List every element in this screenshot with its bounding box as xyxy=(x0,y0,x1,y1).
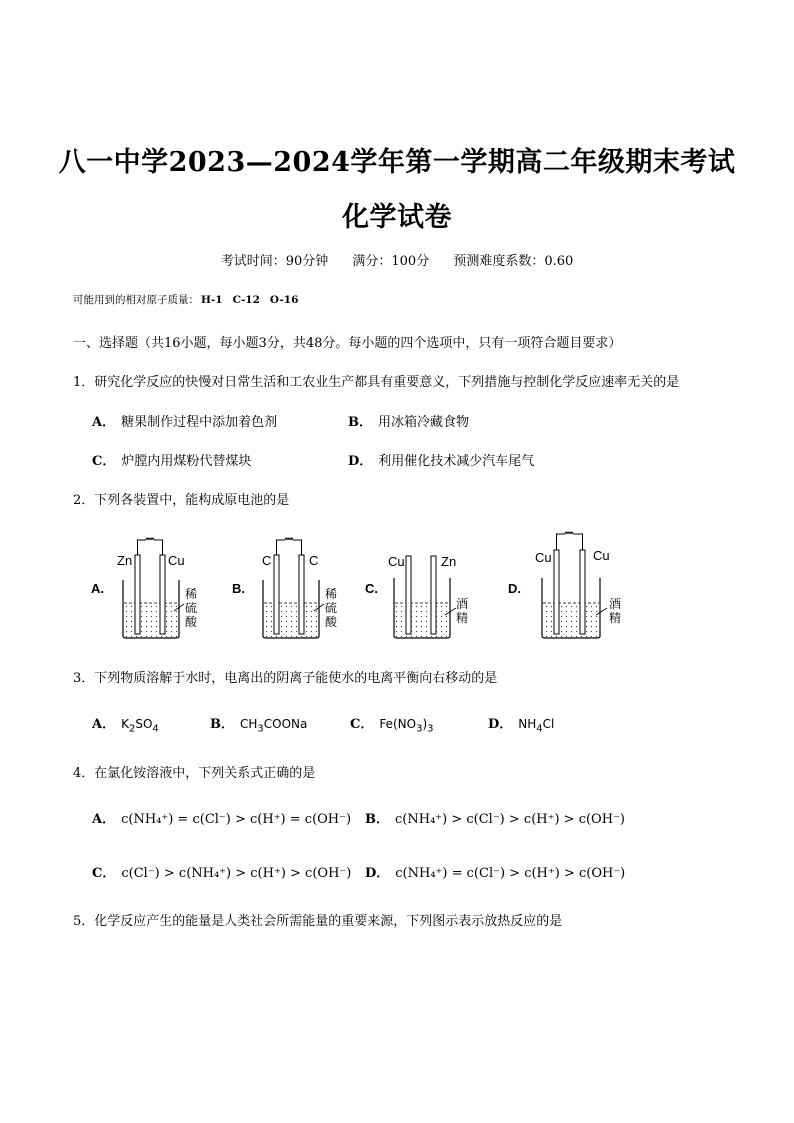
q4-d-label: D． xyxy=(365,866,390,881)
q3-a-part3: SO xyxy=(135,717,153,731)
q5-stem: 5．化学反应产生的能量是人类社会所需能量的重要来源，下列图示表示放热反应的是 xyxy=(73,914,563,929)
q2-b-solution-3: 酸 xyxy=(325,615,338,629)
exam-meta xyxy=(0,250,794,269)
q2-d-solution-2: 精 xyxy=(609,611,622,625)
atomic-masses-label: 可能用到的相对原子质量： xyxy=(73,294,199,306)
q3-a-part1: K xyxy=(121,717,129,731)
q3-option-a xyxy=(92,713,159,734)
q4-option-b xyxy=(365,808,625,827)
q3-c-part3: 3 xyxy=(416,723,423,735)
q3-a-part4: 4 xyxy=(152,723,159,735)
q3-option-c xyxy=(350,713,434,734)
exam-score: 满分：100分 xyxy=(352,254,430,269)
q2-diagrams xyxy=(0,520,794,650)
mass-c: C-12 xyxy=(232,294,260,306)
q3-d-label: D． xyxy=(488,717,513,732)
q4-c-expression: c(Cl⁻) > c(NH₄⁺) > c(H⁺) > c(OH⁻) xyxy=(121,866,352,881)
q3-b-part1: CH xyxy=(240,717,258,731)
q3-c-formula xyxy=(379,717,434,735)
q2-a-solution-3: 酸 xyxy=(185,615,198,629)
q1-d-text: 利用催化技术减少汽车尾气 xyxy=(378,454,535,469)
section-header: 一、选择题（共16小题，每小题3分，共48分。每小题的四个选项中，只有一项符合题目要求） xyxy=(73,336,622,351)
q3-b-part2: 3 xyxy=(257,723,264,735)
q4-b-expression: c(NH₄⁺) > c(Cl⁻) > c(H⁺) > c(OH⁻) xyxy=(395,812,625,827)
q3-a-formula xyxy=(121,717,159,735)
q4-option-c xyxy=(92,862,351,881)
q1-option-a xyxy=(92,411,277,430)
q3-b-label: B． xyxy=(210,717,234,732)
q1-stem: 1．研究化学反应的快慢对日常生活和工农业生产都具有重要意义，下列措施与控制化学反应速率无关的是 xyxy=(73,375,680,390)
q4-option-a xyxy=(92,808,351,827)
q2-a-solution-1: 稀 xyxy=(185,587,198,601)
q2-a-label: A. xyxy=(91,581,104,596)
q2-c-solution-1: 酒 xyxy=(456,597,469,611)
q3-c-part5: 3 xyxy=(427,723,434,735)
q1-option-d xyxy=(348,450,534,469)
q2-d-solution-1: 酒 xyxy=(609,597,622,611)
q2-d-label: D. xyxy=(508,581,521,596)
q3-d-formula xyxy=(518,717,555,735)
q4-stem: 4．在氯化铵溶液中，下列关系式正确的是 xyxy=(73,766,316,781)
q4-d-expression: c(NH₄⁺) = c(Cl⁻) > c(H⁺) > c(OH⁻) xyxy=(395,866,626,881)
q3-d-part1: NH xyxy=(518,717,537,731)
q2-c-solution-2: 精 xyxy=(456,611,469,625)
mass-o: O-16 xyxy=(269,294,299,306)
q1-option-c xyxy=(92,450,251,469)
q3-c-label: C． xyxy=(350,717,374,732)
q2-b-solution-2: 硫 xyxy=(325,601,338,615)
q1-c-label: C． xyxy=(92,454,116,469)
q1-d-label: D． xyxy=(348,454,373,469)
q1-b-text: 用冰箱冷藏食物 xyxy=(378,415,470,430)
q2-c-label: C. xyxy=(365,581,378,596)
q3-option-b xyxy=(210,713,307,734)
q3-c-part1: Fe xyxy=(379,717,393,731)
q1-a-text: 糖果制作过程中添加着色剂 xyxy=(121,415,278,430)
q2-d-left-electrode: Cu xyxy=(535,550,552,565)
q4-a-label: A． xyxy=(92,812,116,827)
q4-b-label: B． xyxy=(365,812,389,827)
q2-a-left-electrode: Zn xyxy=(117,553,133,568)
q2-a-solution-2: 硫 xyxy=(185,601,198,615)
q3-c-part4: ) xyxy=(422,717,428,731)
q2-b-label: B. xyxy=(232,581,245,596)
q2-a-right-electrode: Cu xyxy=(168,553,185,568)
q2-b-right-electrode: C xyxy=(309,553,319,568)
q4-option-d xyxy=(365,862,625,881)
q1-option-b xyxy=(348,411,469,430)
q3-stem: 3．下列物质溶解于水时，电离出的阴离子能使水的电离平衡向右移动的是 xyxy=(73,671,498,686)
q3-c-part2: (NO xyxy=(393,717,417,731)
q4-a-expression: c(NH₄⁺) = c(Cl⁻) > c(H⁺) = c(OH⁻) xyxy=(121,812,352,827)
q3-d-part3: Cl xyxy=(542,717,555,731)
q2-b-left-electrode: C xyxy=(262,553,272,568)
q2-apparatus-d xyxy=(508,532,621,638)
q1-b-label: B． xyxy=(348,415,372,430)
q2-c-right-electrode: Zn xyxy=(441,554,457,569)
q1-c-text: 炉膛内用煤粉代替煤块 xyxy=(121,454,252,469)
mass-h: H-1 xyxy=(201,294,223,306)
exam-title: 八一中学2023—2024学年第一学期高二年级期末考试 xyxy=(58,147,736,178)
q2-d-right-electrode: Cu xyxy=(593,548,610,563)
q2-apparatus-a xyxy=(91,538,198,638)
q2-apparatus-c xyxy=(365,554,468,638)
q3-a-part2: 2 xyxy=(128,723,136,735)
q3-d-part2: 4 xyxy=(536,723,543,735)
q3-b-formula xyxy=(240,717,308,735)
q3-option-d xyxy=(488,713,554,734)
q3-a-label: A． xyxy=(92,717,116,732)
exam-difficulty: 预测难度系数：0.60 xyxy=(453,254,574,269)
exam-time: 考试时间：90分钟 xyxy=(220,254,329,269)
exam-subtitle: 化学试卷 xyxy=(342,202,452,233)
q2-b-solution-1: 稀 xyxy=(325,587,338,601)
q2-stem: 2．下列各装置中，能构成原电池的是 xyxy=(73,493,290,508)
q1-a-label: A． xyxy=(92,415,116,430)
q2-apparatus-b xyxy=(232,538,338,638)
q2-c-left-electrode: Cu xyxy=(388,554,405,569)
q4-c-label: C． xyxy=(92,866,116,881)
q3-b-part3: COONa xyxy=(263,717,308,731)
atomic-masses xyxy=(73,292,308,307)
